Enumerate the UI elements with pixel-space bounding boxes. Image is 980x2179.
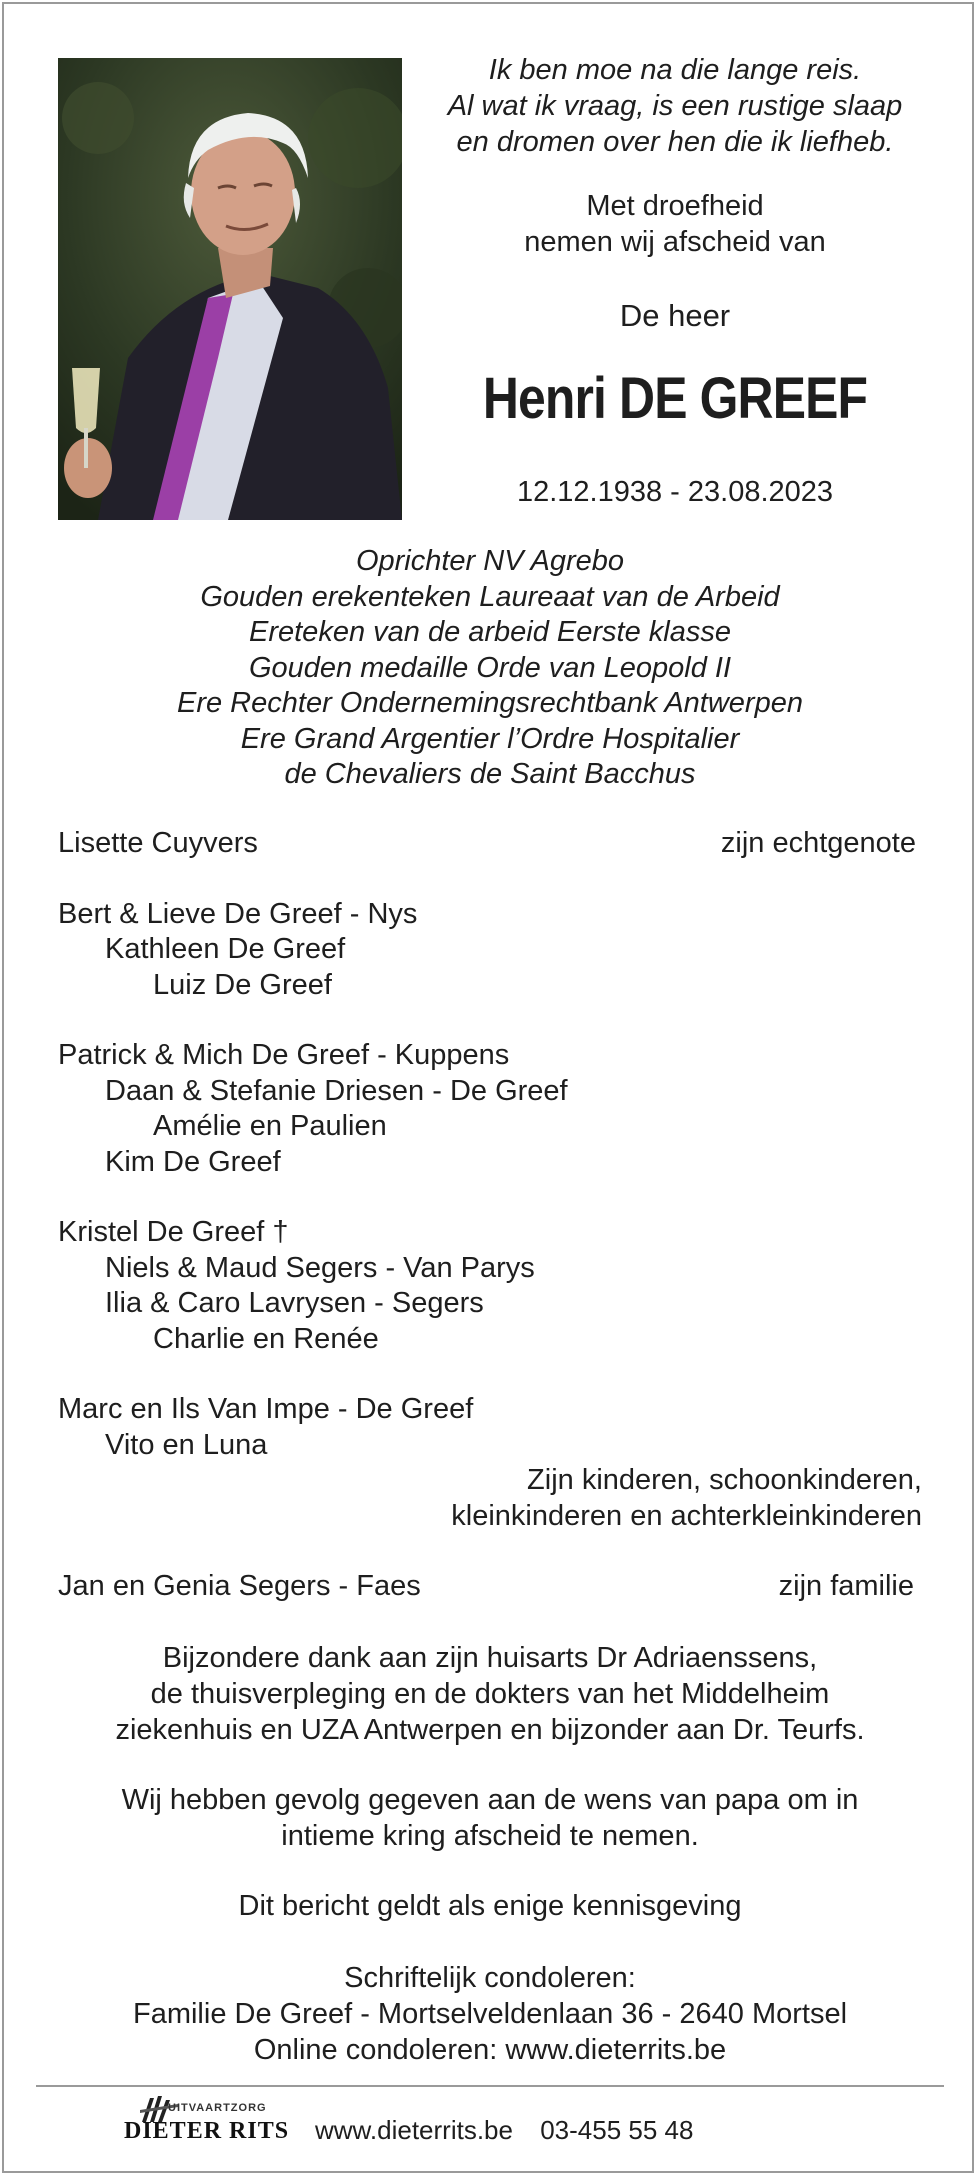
family-member: Niels & Maud Segers - Van Parys (105, 1252, 535, 1284)
condolence-info (40, 1960, 940, 2068)
footer-divider (36, 2085, 944, 2087)
honor-item: Oprichter NV Agrebo (355, 545, 625, 577)
family-member: Daan & Stefanie Driesen - De Greef (105, 1075, 568, 1107)
family-member: Vito en Luna (105, 1429, 268, 1461)
deceased-name: Henri DE GREEF (482, 366, 868, 431)
honor-item: Ere Rechter Ondernemingsrechtbank Antwerpen (177, 687, 803, 719)
poem (420, 52, 930, 160)
family-member: Kim De Greef (105, 1146, 281, 1178)
extended-family-name: Jan en Genia Segers - Faes (58, 1570, 421, 1602)
thanks-text (40, 1640, 940, 1748)
family-member: Ilia & Caro Lavrysen - Segers (105, 1287, 484, 1319)
poem-line: en dromen over hen die ik liefheb. (456, 126, 894, 158)
poem-line: Ik ben moe na die lange reis. (488, 54, 862, 86)
life-dates: 12.12.1938 - 23.08.2023 (516, 476, 834, 508)
wish-line: intieme kring afscheid te nemen. (281, 1820, 699, 1852)
extended-family-role: zijn familie (778, 1570, 914, 1602)
children-caption-line: Zijn kinderen, schoonkinderen, (527, 1464, 922, 1496)
spouse-name: Lisette Cuyvers (58, 827, 258, 859)
wish-text (40, 1782, 940, 1854)
family-member: Luiz De Greef (153, 969, 332, 1001)
portrait-photo (58, 58, 402, 520)
logo-subtitle: UITVAARTZORG (168, 2102, 267, 2114)
family-member: Kristel De Greef † (58, 1216, 289, 1248)
children-caption-line: kleinkinderen en achterkleinkinderen (451, 1500, 922, 1532)
family-member: Amélie en Paulien (153, 1110, 387, 1142)
spouse-role: zijn echtgenote (720, 827, 916, 859)
honor-item: Ere Grand Argentier l’Ordre Hospitalier (240, 722, 740, 755)
thanks-line: Bijzondere dank aan zijn huisarts Dr Adriaenssens, (162, 1642, 818, 1674)
honors-list (40, 544, 940, 793)
salutation: De heer (619, 298, 731, 333)
notice-text: Dit bericht geldt als enige kennisgeving (238, 1890, 742, 1922)
honor-item: de Chevaliers de Saint Bacchus (284, 758, 696, 790)
footer-website-link[interactable]: www.dieterrits.be (315, 2115, 513, 2145)
thanks-line: ziekenhuis en UZA Antwerpen en bijzonder aan Dr. Teurfs. (115, 1714, 865, 1746)
family-member: Charlie en Renée (153, 1323, 379, 1355)
honor-item: Gouden medaille Orde van Leopold II (248, 651, 732, 684)
intro-line: Met droefheid (586, 190, 764, 222)
thanks-line: de thuisverpleging en de dokters van het Middelheim (150, 1678, 830, 1710)
poem-line: Al wat ik vraag, is een rustige slaap (447, 90, 903, 122)
footer-phone: 03-455 55 48 (540, 2115, 694, 2145)
intro-line: nemen wij afscheid van (524, 226, 826, 258)
honor-item: Gouden erekenteken Laureaat van de Arbeid (200, 580, 780, 613)
condolence-line: Schriftelijk condoleren: (344, 1962, 636, 1994)
footer-contact (315, 2114, 693, 2146)
family-member: Kathleen De Greef (105, 933, 346, 965)
honor-item: Ereteken van de arbeid Eerste klasse (249, 616, 731, 648)
condolence-line: Online condoleren: www.dieterrits.be (253, 2034, 727, 2066)
portrait-illustration (58, 58, 402, 520)
intro-text (420, 188, 930, 260)
condolence-line: Familie De Greef - Mortselveldenlaan 36 - 2640 Mortsel (132, 1998, 848, 2030)
wish-line: Wij hebben gevolg gegeven aan de wens van papa om in (121, 1784, 859, 1816)
family-member: Patrick & Mich De Greef - Kuppens (58, 1039, 510, 1071)
family-member: Bert & Lieve De Greef - Nys (58, 898, 418, 930)
family-member: Marc en Ils Van Impe - De Greef (58, 1393, 474, 1425)
funeral-home-logo (124, 2092, 294, 2154)
logo-title: DIETER RITS (124, 2118, 290, 2144)
